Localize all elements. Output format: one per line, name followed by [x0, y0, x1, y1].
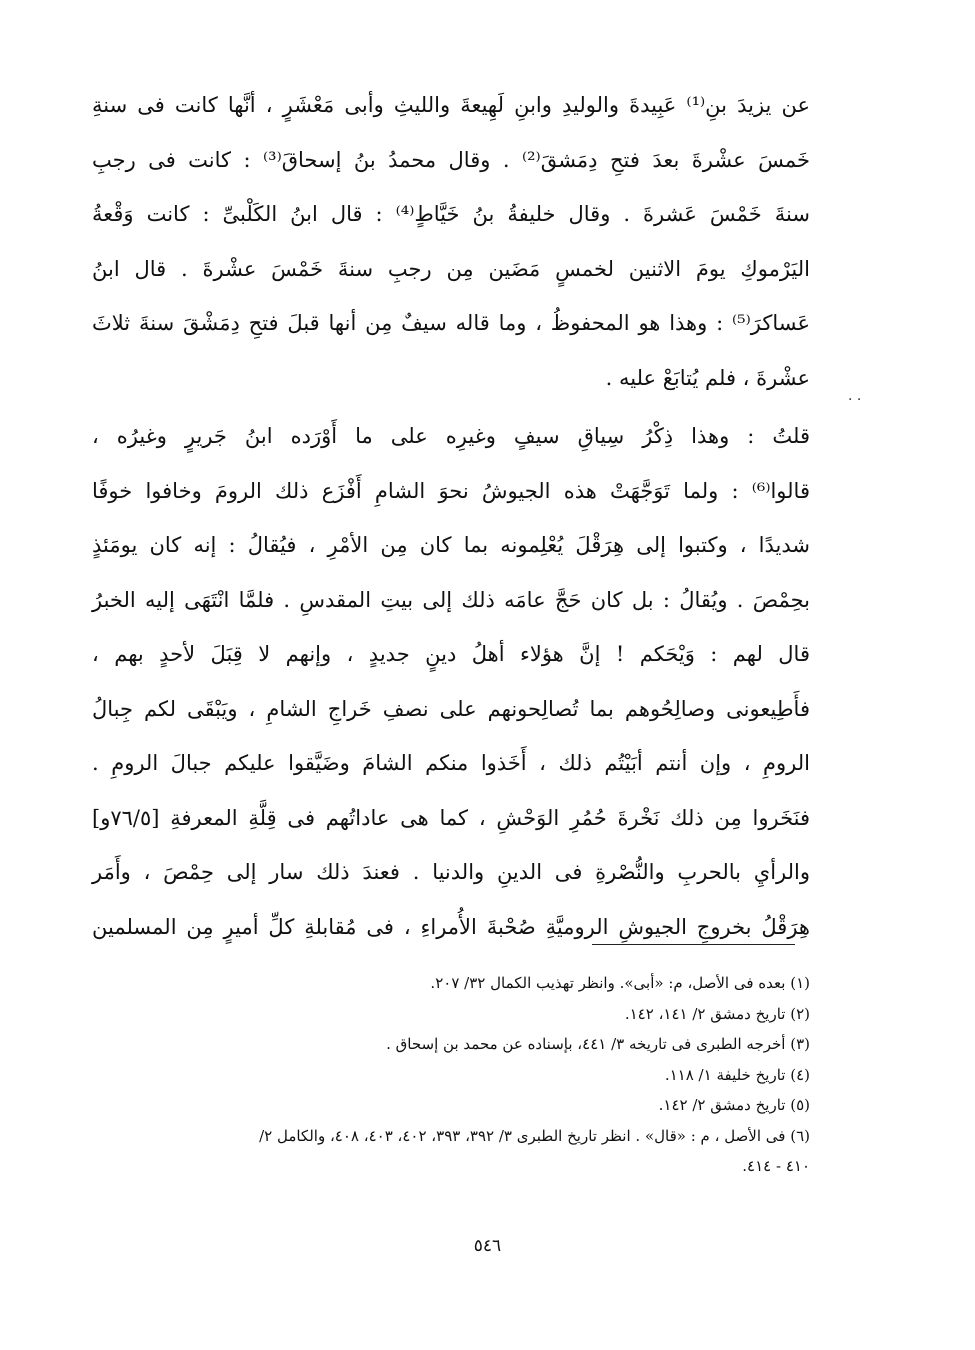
text-line: خَمسَ عشْرةَ بعدَ فتحِ دِمَشقَ⁽²⁾ . وقال محمدُ بنُ إسحاقَ⁽³⁾ : كانت فى رجبِ: [92, 147, 810, 172]
footnote: (٥) تاريخ دمشق ٢/ ١٤٢.: [658, 1096, 810, 1114]
text-line: الرومِ ، وإن أنتم أبَيْتُم ذلك ، أَخَذوا منكم الشامَ وضَيَّقوا عليكم جبالَ الرومِ .: [92, 751, 810, 775]
text-line: قال لهم : وَيْحَكم ! إنَّ هؤلاء أهلُ دينٍ جديدٍ ، وإنهم لا قِبَلَ لأحدٍ بهم ،: [92, 642, 810, 666]
text-line: شديدًا ، وكتبوا إلى هِرَقْلَ يُعْلِمونه بما كان مِن الأمْرِ ، فيُقالُ : إنه كان يومَئذٍ: [92, 533, 810, 557]
text-line: قلتُ : وهذا ذِكْرُ سِياقِ سيفٍ وغيرِه على ما أَوْرَده ابنُ جَريرٍ وغيرُه ،: [92, 424, 810, 448]
footnote: (٦) فى الأصل ، م : «قال» . انظر تاريخ الطبرى ٣/ ٣٩٢، ٣٩٣، ٤٠٢، ٤٠٣، ٤٠٨، والكامل ٢/: [259, 1126, 810, 1145]
text-line: عَساكرَ⁽⁵⁾ : وهذا هو المحفوظُ ، وما قاله سيفٌ مِن أنها قبلَ فتحِ دِمَشْقَ سنةَ ثلاثَ: [92, 311, 810, 335]
footnote: (٢) تاريخ دمشق ٢/ ١٤١، ١٤٢.: [624, 1004, 810, 1023]
footnote-divider: [592, 944, 795, 945]
text-line: فأَطِيعونى وصالِحُوهم بما تُصالِحونهم على نصفِ خَراجِ الشامِ ، ويَبْقَى لكم جِبالُ: [92, 696, 810, 721]
footnote: (٤) تاريخ خليفة ١/ ١١٨.: [664, 1065, 810, 1084]
footnote-continuation: ٤١٠ - ٤١٤.: [742, 1157, 810, 1175]
text-line: والرأيِ بالحربِ والنُّصْرةِ فى الدينِ والدنيا . فعندَ ذلك سار إلى حِمْصَ ، وأَمَر: [92, 860, 810, 884]
footnote: (١) بعده فى الأصل، م: «أبى». وانظر تهذيب الكمال ٣٢/ ٢٠٧.: [430, 974, 810, 992]
text-line: عشْرةَ ، فلم يُتابَعْ عليه .: [605, 365, 810, 390]
text-line: قالوا⁽⁶⁾ : ولما تَوَجَّهَتْ هذه الجيوشُ نحوَ الشامِ أَفْزَع ذلك الرومَ وخافوا خوفًا: [92, 478, 810, 503]
text-line: هِرَقْلُ بخروجِ الجيوشِ الروميَّةِ صُحْبةَ الأُمراءِ ، فى مُقابلةِ كلِّ أميرٍ مِن المسلمين: [92, 914, 810, 939]
text-line: سنةَ خَمْسَ عَشرةَ . وقال خليفةُ بنُ خَيَّاطٍ⁽⁴⁾ : قال ابنُ الكَلْبىِّ : كانت وَقْعةُ: [92, 202, 810, 226]
text-line: بحِمْصَ . ويُقالُ : بل كان حَجَّ عامَه ذلك إلى بيتِ المقدسِ . فلمَّا انْتَهَى إليه الخبرُ: [92, 587, 810, 612]
main-text: [92, 78, 810, 954]
footnotes: [92, 968, 810, 1182]
footnote: (٣) أخرجه الطبرى فى تاريخه ٣/ ٤٤١، بإسناده عن محمد بن إسحاق .: [386, 1035, 810, 1053]
text-line: عن يزيدَ بنِ⁽¹⁾ عَبِيدةَ والوليدِ وابنِ لَهِيعةَ والليثِ وأبى مَعْشَرٍ ، أنَّها كانت فى سنةِ: [92, 93, 810, 117]
text-line: فنَخَروا مِن ذلك نَخْرةَ حُمُرِ الوَحْشِ ، كما هى عاداتُهم فى قِلَّةِ المعرفةِ [٧٦/٥و]: [92, 805, 810, 830]
text-line: اليَرْموكِ يومَ الاثنين لخمسٍ مَضَين مِن رجبِ سنةَ خَمْسَ عشْرةَ . قال ابنُ: [92, 256, 810, 281]
page-number: ٥٤٦: [473, 1236, 502, 1256]
margin-mark: · ·: [848, 392, 862, 408]
